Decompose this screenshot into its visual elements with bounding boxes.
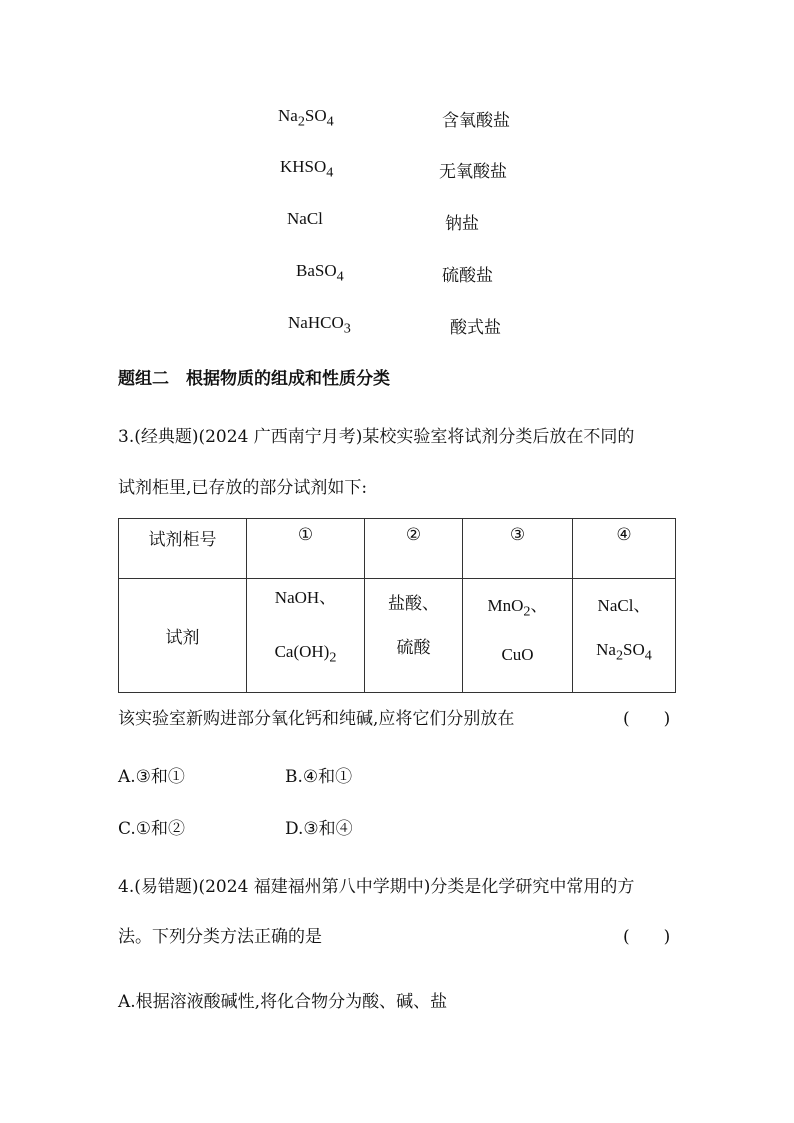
reagent-hydrochloric-acid: 盐酸、 (388, 594, 439, 614)
q3-line2: 试剂柜里,已存放的部分试剂如下: (118, 478, 368, 498)
category-sodium-salt: 钠盐 (445, 214, 479, 234)
formula-na2so4: $Na_2SO_4$ (278, 106, 334, 130)
row-label-reagent: 试剂 (119, 579, 247, 693)
category-non-oxyacid-salt: 无氧酸盐 (439, 162, 507, 182)
cabinet-1-reagents (247, 579, 365, 693)
category-sulfate: 硫酸盐 (442, 266, 493, 286)
reagent-cabinet-table (118, 518, 676, 693)
reagent-sulfuric-acid: 硫酸 (396, 638, 431, 658)
reagent-na2so4: $Na_2SO_4$ (596, 640, 652, 664)
cabinet-3: ③ (463, 519, 573, 579)
reagent-nacl: NaCl、 (597, 596, 651, 615)
q3-option-d[interactable]: D.③和④ (285, 819, 353, 839)
reagent-naoh: NaOH、 (274, 588, 337, 607)
q3-option-c[interactable]: C.①和② (118, 819, 186, 839)
reagent-cuo: CuO (501, 645, 534, 665)
q3-stem: 该实验室新购进部分氧化钙和纯碱,应将它们分别放在 (118, 709, 515, 729)
category-oxyacid-salt: 含氧酸盐 (442, 111, 510, 131)
cabinet-2: ② (365, 519, 463, 579)
q4-option-a[interactable]: A.根据溶液酸碱性,将化合物分为酸、碱、盐 (118, 992, 448, 1012)
cabinet-3-reagents (463, 579, 573, 693)
reagent-mno2: MnO$_2$、 (487, 596, 548, 620)
q4-line2: 法。下列分类方法正确的是 (118, 927, 322, 947)
cabinet-1: ① (247, 519, 365, 579)
q3-answer-paren[interactable]: ( ) (623, 709, 671, 729)
category-acid-salt: 酸式盐 (450, 318, 501, 338)
header-cabinet-number: 试剂柜号 (119, 519, 247, 579)
reagent-caoh2: $Ca(OH)_2$ (274, 642, 337, 666)
q3-line1: 3.(经典题)(2024 广西南宁月考)某校实验室将试剂分类后放在不同的 (118, 427, 635, 447)
q4-answer-paren[interactable]: ( ) (623, 927, 671, 947)
q4-line1: 4.(易错题)(2024 福建福州第八中学期中)分类是化学研究中常用的方 (118, 877, 635, 897)
formula-khso4: $KHSO_4$ (280, 157, 334, 181)
q3-option-a[interactable]: A.③和① (118, 767, 185, 787)
formula-nahco3: NaHCO$_3$ (288, 313, 351, 337)
cabinet-4-reagents (573, 579, 676, 693)
formula-baso4: BaSO$_4$ (296, 261, 344, 285)
cabinet-2-reagents (365, 579, 463, 693)
section-heading: 题组二 根据物质的组成和性质分类 (118, 369, 390, 389)
q3-option-b[interactable]: B.④和① (285, 767, 353, 787)
cabinet-4: ④ (573, 519, 676, 579)
formula-nacl: NaCl (287, 209, 323, 228)
